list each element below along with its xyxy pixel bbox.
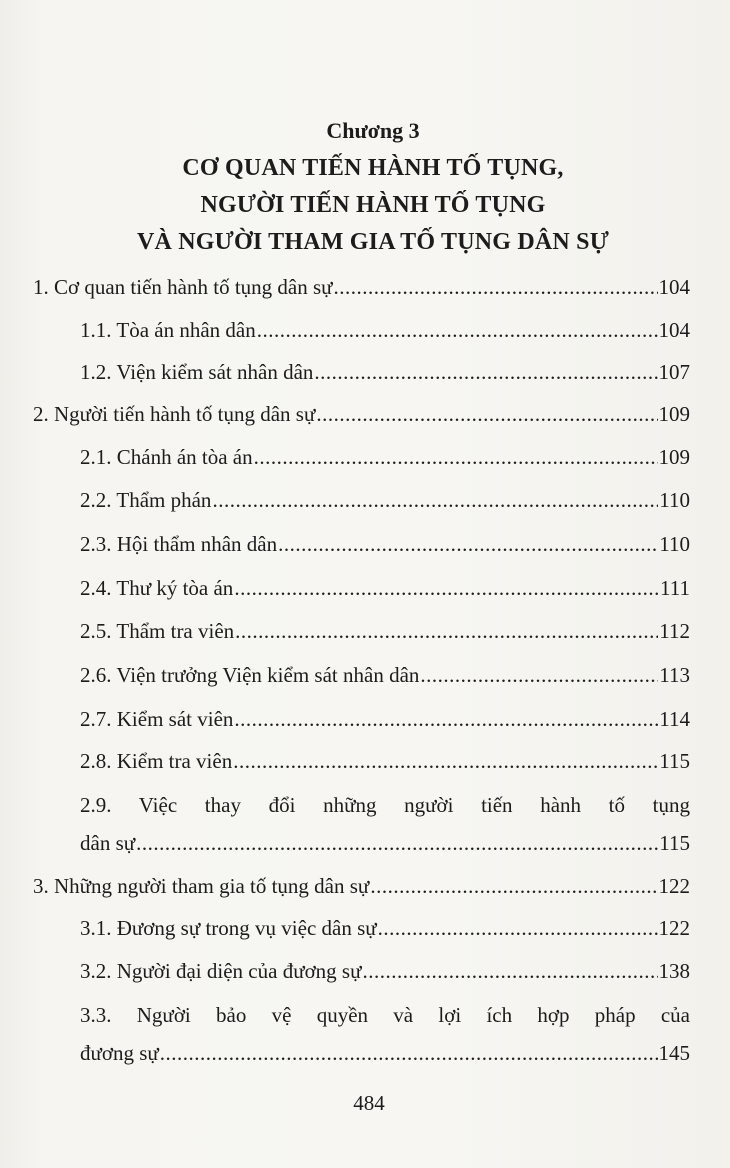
toc-entry-page: 104 xyxy=(658,275,690,299)
toc-entry-label-first-line[interactable]: 2.9. Việc thay đổi những người tiến hành tố tụng xyxy=(80,793,690,817)
toc-entry-page: 113 xyxy=(659,663,690,687)
toc-entry-page: 110 xyxy=(659,488,690,512)
toc-entry[interactable] xyxy=(80,913,690,943)
toc-entry-page: 114 xyxy=(659,707,690,731)
page-number: 484 xyxy=(353,1091,385,1115)
toc-entry-page: 111 xyxy=(660,576,690,600)
toc-entry-page: 122 xyxy=(658,874,690,898)
chapter-title-line-3: VÀ NGƯỜI THAM GIA TỐ TỤNG DÂN SỰ xyxy=(136,229,609,255)
toc-entry-label: 2.6. Viện trưởng Viện kiểm sát nhân dân xyxy=(80,663,420,687)
toc-entry[interactable] xyxy=(80,616,690,646)
toc-leader-dots xyxy=(254,442,658,472)
toc-entry-label: 2.4. Thư ký tòa án xyxy=(80,576,234,600)
chapter-title-line-2: NGƯỜI TIẾN HÀNH TỐ TỤNG xyxy=(200,192,546,218)
toc-entry[interactable] xyxy=(80,746,690,776)
toc-leader-dots xyxy=(235,616,658,646)
toc-entry-label: 2.8. Kiểm tra viên xyxy=(80,749,233,773)
toc-entry[interactable] xyxy=(80,828,690,858)
toc-entry[interactable] xyxy=(80,485,690,515)
toc-leader-dots xyxy=(314,357,657,387)
toc-leader-dots xyxy=(420,660,658,690)
toc-entry[interactable] xyxy=(80,357,690,387)
toc-entry-label: 2.3. Hội thẩm nhân dân xyxy=(80,532,278,556)
toc-entry-page: 115 xyxy=(659,749,690,773)
toc-entry-page: 107 xyxy=(658,360,690,384)
toc-entry-label: 3. Những người tham gia tố tụng dân sự xyxy=(33,874,370,898)
toc-entry[interactable] xyxy=(80,1038,690,1068)
toc-entry-label-first-line[interactable]: 3.3. Người bảo vệ quyền và lợi ích hợp pháp của xyxy=(80,1003,690,1027)
toc-entry[interactable] xyxy=(80,956,690,986)
toc-entry[interactable] xyxy=(80,660,690,690)
toc-leader-dots xyxy=(234,573,659,603)
toc-entry-page: 122 xyxy=(658,916,690,940)
toc-leader-dots xyxy=(160,1038,658,1068)
toc-entry-label: 1.2. Viện kiểm sát nhân dân xyxy=(80,360,314,384)
toc-leader-dots xyxy=(234,704,658,734)
toc-entry-label: 3.2. Người đại diện của đương sự xyxy=(80,959,362,983)
toc-leader-dots xyxy=(233,746,658,776)
toc-entry-label: 2. Người tiến hành tố tụng dân sự xyxy=(33,402,316,426)
toc-entry-page: 115 xyxy=(659,831,690,855)
toc-leader-dots xyxy=(362,956,657,986)
toc-entry-label: 2.2. Thẩm phán xyxy=(80,488,212,512)
toc-leader-dots xyxy=(278,529,658,559)
toc-leader-dots xyxy=(136,828,658,858)
toc-entry[interactable] xyxy=(33,871,690,901)
toc-entry-page: 138 xyxy=(658,959,690,983)
toc-leader-dots xyxy=(370,871,657,901)
toc-entry-label: 2.7. Kiểm sát viên xyxy=(80,707,234,731)
toc-entry[interactable] xyxy=(80,442,690,472)
toc-leader-dots xyxy=(316,399,657,429)
toc-leader-dots xyxy=(334,272,658,302)
toc-entry-page: 145 xyxy=(658,1041,690,1065)
toc-entry-label: 1.1. Tòa án nhân dân xyxy=(80,318,256,342)
toc-entry-page: 104 xyxy=(658,318,690,342)
toc-entry[interactable] xyxy=(80,529,690,559)
toc-entry-label: 1. Cơ quan tiến hành tố tụng dân sự xyxy=(33,275,333,299)
toc-leader-dots xyxy=(378,913,658,943)
chapter-title-line-1: CƠ QUAN TIẾN HÀNH TỐ TỤNG, xyxy=(182,155,564,181)
toc-entry-page: 112 xyxy=(659,619,690,643)
toc-entry[interactable] xyxy=(80,573,690,603)
toc-entry-page: 109 xyxy=(658,402,690,426)
toc-leader-dots xyxy=(212,485,658,515)
toc-entry-label: 2.1. Chánh án tòa án xyxy=(80,445,253,469)
toc-entry-page: 110 xyxy=(659,532,690,556)
toc-entry[interactable] xyxy=(80,315,690,345)
toc-entry[interactable] xyxy=(33,272,690,302)
toc-entry-label: đương sự xyxy=(80,1041,159,1065)
toc-entry[interactable] xyxy=(80,704,690,734)
chapter-label: Chương 3 xyxy=(326,118,420,143)
toc-entry[interactable] xyxy=(33,399,690,429)
toc-entry-label: 2.5. Thẩm tra viên xyxy=(80,619,235,643)
toc-entry-label: dân sự xyxy=(80,831,136,855)
toc-entry-label: 3.1. Đương sự trong vụ việc dân sự xyxy=(80,916,377,940)
toc-leader-dots xyxy=(257,315,658,345)
toc-entry-page: 109 xyxy=(658,445,690,469)
